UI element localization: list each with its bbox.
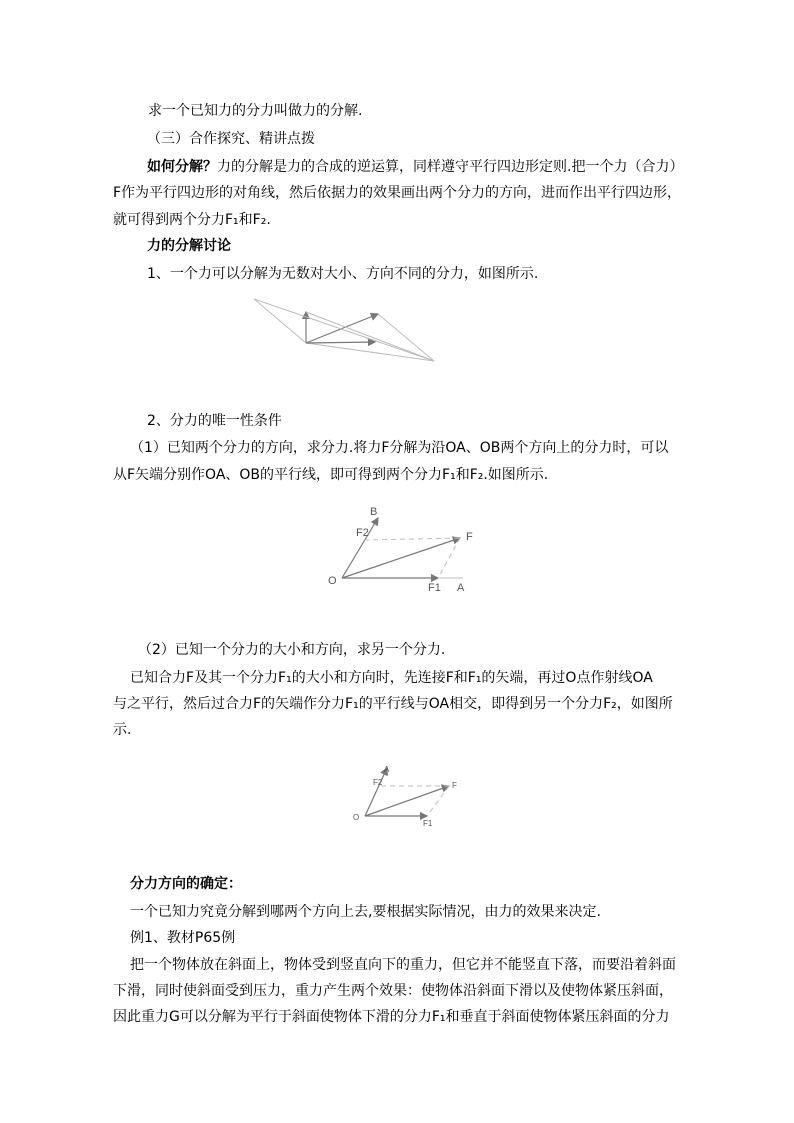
fig1-resultant-line xyxy=(306,343,434,361)
point-1-text: 1、一个力可以分解为无数对大小、方向不同的分力，如图所示. xyxy=(147,266,539,282)
fig1-mid-arrow xyxy=(306,342,375,343)
direction-line-1: 一个已知力究竟分解到哪两个方向上去,要根据实际情况，由力的效果来决定. xyxy=(130,904,601,920)
fig1-side-line-3 xyxy=(254,299,306,343)
figure-2-parallelogram xyxy=(320,500,490,600)
case-2-line-1: 已知合力F及其一个分力F₁的大小和方向时，先连接F和F₁的矢端，再过O点作射线OA xyxy=(130,670,653,686)
figure-3-one-component xyxy=(345,762,465,832)
how-paragraph-line-2: F作为平行四边形的对角线，然后依据力的效果画出两个分力的方向，进而作出平行四边形， xyxy=(113,185,682,201)
how-paragraph-line-3: 就可得到两个分力F₁和F₂. xyxy=(113,212,271,228)
fig1-long-line xyxy=(254,299,434,361)
intro-text: 求一个已知力的分力叫做力的分解. xyxy=(148,103,363,119)
case-2-line-3: 示. xyxy=(113,722,132,738)
fig2-label-b: B xyxy=(370,506,378,518)
fig2-dash-top xyxy=(364,538,460,540)
fig2-label-f: F xyxy=(466,531,473,543)
case-1-line-1: （1）已知两个分力的方向，求分力.将力F分解为沿OA、OB两个方向上的分力时，可以 xyxy=(130,440,669,456)
figure-1-decompositions xyxy=(240,295,460,375)
fig3-f-arrow xyxy=(365,786,449,816)
fig3-label-f: F xyxy=(452,781,457,790)
point-2-text: 2、分力的唯一性条件 xyxy=(147,413,282,429)
fig2-label-a: A xyxy=(457,582,465,594)
fig3-label-a: A xyxy=(384,765,390,774)
fig3-label-f2: F2 xyxy=(373,778,383,787)
case-2-line-2: 与之平行，然后过合力F的矢端作分力F₁的平行线与OA相交，即得到另一个分力F₂，如图所 xyxy=(113,696,673,712)
direction-line-2: 把一个物体放在斜面上，物体受到竖直向下的重力，但它并不能竖直下落，而要沿着斜面 xyxy=(130,957,676,973)
fig3-label-o: O xyxy=(353,813,360,822)
direction-title: 分力方向的确定： xyxy=(130,876,242,892)
case-2-title: （2）已知一个分力的大小和方向，求另一个分力. xyxy=(138,642,446,658)
section-heading: （三）合作探究、精讲点拨 xyxy=(147,131,315,147)
direction-line-3: 下滑，同时使斜面受到压力，重力产生两个效果：使物体沿斜面下滑以及使物体紧压斜面， xyxy=(113,983,673,999)
fig2-label-f1: F1 xyxy=(428,582,441,594)
how-lead: 如何分解？ xyxy=(147,159,217,175)
case-1-line-2: 从F矢端分别作OA、OB的平行线，即可得到两个分力F₁和F₂.如图所示. xyxy=(113,467,549,483)
how-line-1-rest: 力的分解是力的合成的逆运算，同样遵守平行四边形定则.把一个力（合力） xyxy=(217,159,684,175)
fig1-side-line-1 xyxy=(306,312,434,361)
how-paragraph-line-1 xyxy=(147,157,683,177)
fig2-f-arrow xyxy=(342,538,460,578)
direction-line-4: 因此重力G可以分解为平行于斜面使物体下滑的分力F₁和垂直于斜面使物体紧压斜面的分力 xyxy=(113,1009,670,1025)
discussion-title: 力的分解讨论 xyxy=(147,238,231,254)
fig2-label-f2: F2 xyxy=(356,527,369,539)
fig1-diag-arrow xyxy=(306,314,378,343)
fig3-label-f1: F1 xyxy=(423,819,433,828)
fig2-label-o: O xyxy=(328,575,337,587)
example-1-label: 例1、教材P65例 xyxy=(130,930,236,946)
